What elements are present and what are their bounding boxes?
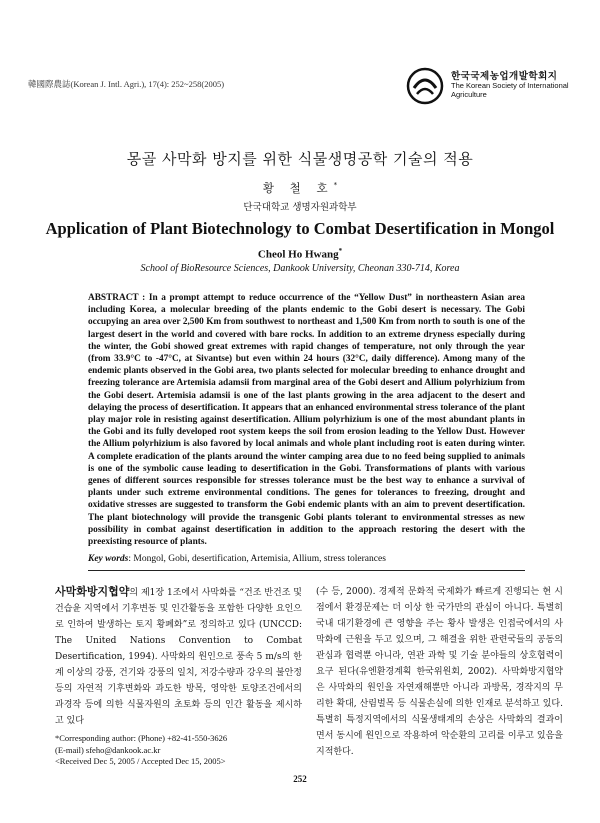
english-affiliation: School of BioResource Sciences, Dankook University, Cheonan 330-714, Korea	[140, 263, 460, 274]
divider	[88, 570, 525, 571]
footnote-received: <Received Dec 5, 2005 / Accepted Dec 15, 2005>	[55, 756, 226, 766]
body-right-column: (수 등, 2000). 경제적 문화적 국제화가 빠르게 진행되는 현 시점에서 환경문제는 더 이상 한 국가만의 관심이 아니다. 특별히 국내 대기환경에 큰 영향을 주는 황사 발생은 인접국에서의 사막화에 근원을 두고 있으며, 그 해결을 위한 관련국들의 공동의 관심과 협력뿐 아니라, 연관 과학 및 기술 분야들의 상호협력이 요구 된다(유엔환경계획 한국위원회, 2002). 사막화방지협약은 사막화의 원인을 자연재해뿐만 아니라 과방목, 경작지의 무리한 확대, 산림벌목 등 식물손실에 의한 인재로 분석하고 있다. 특별히 특정지역에서의 식물생태계의 손상은 사막화의 결과이면서 동시에 원인으로 작용하여 악순환의 고리를 이루고 있음을 지적한다.	[316, 587, 563, 757]
author-mark: *	[333, 181, 338, 190]
english-author	[0, 247, 600, 261]
abstract-label: ABSTRACT :	[88, 293, 149, 303]
korean-title: 몽골 사막화 방지를 위한 식물생명공학 기술의 적용	[126, 150, 474, 168]
english-author-name: Cheol Ho Hwang	[257, 248, 339, 261]
abstract-text: In a prompt attempt to reduce occurrence of the “Yellow Dust” in northeastern Asian area including Korea, a molecular breeding of the plants endemic to the Gobi desert is necessary. The Gobi occupying an area over 2,500 Km from southwest to northeast and 1,500 Km from north to south is one of the largest desert in the world and covered with bare rocks. In addition to an extreme dryness especially during the winter, the Gobi showed great extremes with rapid changes of temperature, not only through the year (from 33.9°C to -47°C, at Sivantse) but even within 24 hours (32°C, daily difference). Among many of the endemic plants observed in the Gobi area, two plants selected for molecular breeding to enhance drought and freezing tolerance are Artemisia adamsii from marginal area of the Gobi desert and Allium polyrhizium from the Gobi desert. Artemisia adamsii is one of the last plants growing in the area adjacent to the desert and delaying the process of desertification. It appears that an enhanced environmental stress tolerance of the plant play major role in resisting against desertification. Allium polyrhizium is one of the most abundant plants in the Gobi and its fully developed root system keeps the soil from erosion leading to the Yellow Dust. However the Allium polyrhizium is also favored by local animals and whole plant including root is eaten during winter. A complete eradication of the plants around the winter camping area due to no feed being supplied to animals is one of the symbolic cause leading to desertification in the Gobi. Transformations of plants with various genes of different sources responsible for stresses tolerance must be the best way to enhance a survival of plants under such extreme environmental conditions. The genes for tolerances to freezing, drought and oxidative stresses are suggested to transform the Gobi endemic plants with an aim to prevent desertification. The plant biotechnology will provide the transgenic Gobi plants tolerant to environmental stresses as new possibility in combat against desertification in addition to the approach restoring the desert with the preexisting resource of plants.	[88, 293, 525, 548]
body-left-text: 의 제1장 1조에서 사막화를 “건조 반건조 및 건습윤 지역에서 기후변동 및 인간활동을 포함한 다양한 요인으로 인하여 발생하는 토지 황폐화”로 정의하고 있다 (UNCCD: The United Nations Convention to Combat Desertification, 1994). 사막화의 원인으로 풍속 5 m/s의 한계 이상의 강풍, 건기와 강풍의 일치, 저강수량과 강우의 불안정 등의 자연적 기후변화와 과도한 방목, 영악한 토양조건에서의 과경작 등에 의한 식물자원의 초토화 등의 인간 활동을 제시하고 있다	[55, 588, 302, 726]
english-title: Application of Plant Biotechnology to Combat Desertification in Mongol	[45, 219, 555, 238]
footnote-corresponding: *Corresponding author: (Phone) +82-41-550-3626	[55, 733, 228, 743]
footnotes	[55, 733, 305, 768]
keywords	[88, 554, 525, 564]
footnote-email: (E-mail) sfeho@dankook.ac.kr	[55, 744, 161, 755]
korean-author	[0, 180, 600, 196]
society-name-korean: 한국국제농업개발학회지	[451, 71, 558, 82]
journal-reference: 韓國際農誌(Korean J. Intl. Agri.), 17(4): 252~258(2005)	[28, 79, 225, 89]
page-number: 252	[293, 774, 307, 784]
abstract	[88, 292, 525, 548]
korean-author-name: 황 철 호	[262, 181, 334, 195]
society-logo	[405, 66, 445, 106]
body-left-column	[55, 584, 302, 729]
society-name-english: The Korean Society of International Agriculture	[451, 81, 569, 99]
korean-affiliation: 단국대학교 생명자원과학부	[243, 202, 357, 213]
keywords-text: : Mongol, Gobi, desertification, Artemisia, Allium, stress tolerances	[128, 554, 386, 564]
body-lead: 사막화방지협약	[55, 585, 130, 598]
keywords-label: Key words	[88, 554, 129, 564]
english-author-mark: *	[338, 247, 343, 255]
